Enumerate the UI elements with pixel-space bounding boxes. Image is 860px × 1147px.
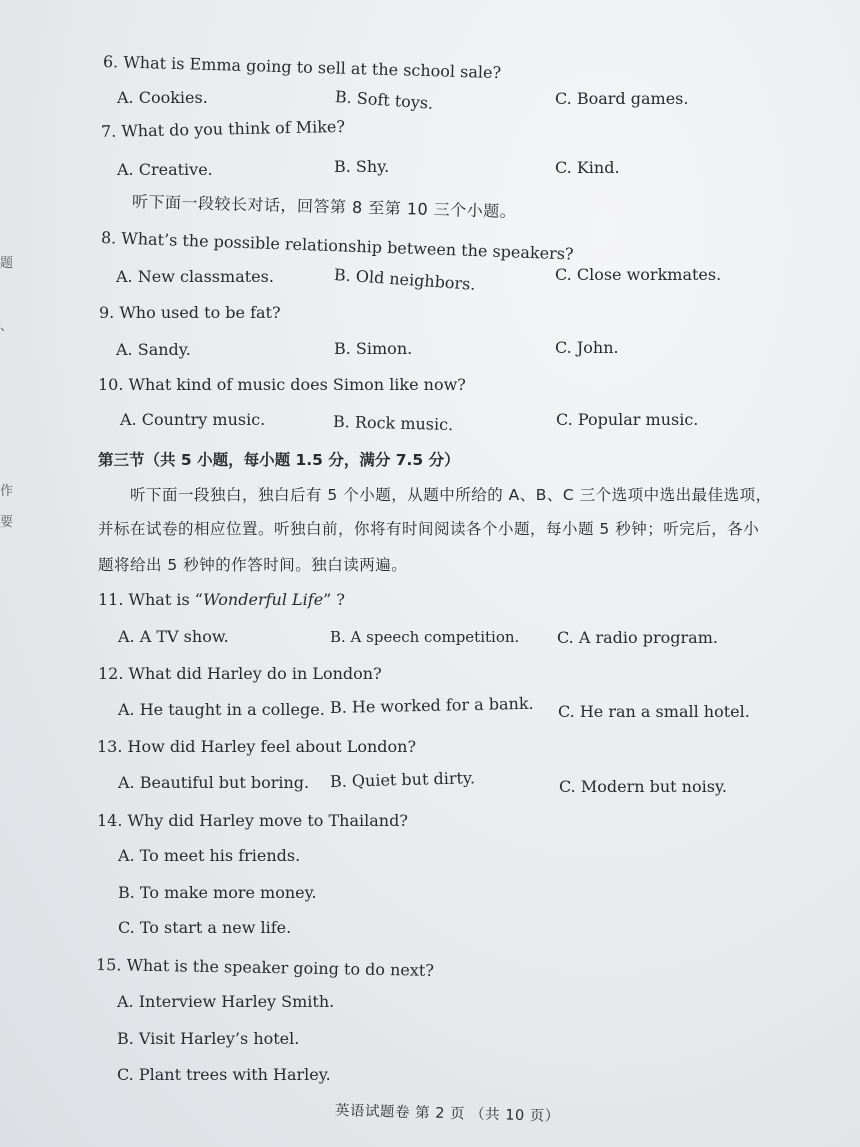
question-7-stem: 7. What do you think of Mike? (100, 116, 346, 141)
question-10-stem: 10. What kind of music does Simon like now? (98, 375, 466, 394)
section-3-instruction-line-2: 并标在试卷的相应位置。听独白前，你将有时间阅读各个小题，每小题 5 秒钟；听完后，各小 (98, 520, 760, 538)
question-12-option-c: C. He ran a small hotel. (558, 702, 750, 721)
dialog-instruction: 听下面一段较长对话，回答第 8 至第 10 三个小题。 (131, 192, 517, 222)
question-12-option-b: B. He worked for a bank. (329, 693, 534, 717)
question-8-option-b: B. Old neighbors. (333, 265, 477, 294)
question-6-option-b: B. Soft toys. (334, 87, 434, 113)
question-11-stem-prefix: 11. What is “ (98, 590, 203, 609)
page-footer: 英语试题卷 第 2 页 （共 10 页） (334, 1103, 560, 1125)
question-11-option-b: B. A speech competition. (330, 628, 520, 646)
question-7-option-c: C. Kind. (555, 158, 620, 177)
question-11-stem-title: Wonderful Life (202, 590, 324, 609)
question-14-option-c: C. To start a new life. (118, 918, 292, 937)
section-3-heading: 第三节（共 5 小题，每小题 1.5 分，满分 7.5 分） (98, 451, 460, 469)
question-13-option-c: C. Modern but noisy. (559, 777, 727, 796)
question-13-option-a: A. Beautiful but boring. (118, 773, 310, 792)
section-3-instruction-line-3: 题将给出 5 秒钟的作答时间。独白读两遍。 (98, 556, 408, 574)
question-15-stem: 15. What is the speaker going to do next? (95, 955, 435, 980)
question-10-option-b: B. Rock music. (332, 412, 454, 435)
question-9-option-b: B. Simon. (334, 339, 413, 358)
question-10-option-a: A. Country music. (120, 410, 266, 429)
question-8-option-a: A. New classmates. (116, 267, 274, 286)
edge-mark: 题 (0, 256, 14, 271)
question-7-option-b: B. Shy. (334, 157, 390, 176)
question-15-option-c: C. Plant trees with Harley. (117, 1065, 331, 1084)
question-9-stem: 9. Who used to be fat? (99, 303, 281, 322)
edge-mark: 作 (0, 484, 14, 499)
question-11-stem-suffix: ” ? (323, 590, 345, 609)
question-14-option-a: A. To meet his friends. (118, 846, 301, 865)
edge-mark: 、 (0, 319, 14, 334)
question-14-option-b: B. To make more money. (118, 883, 317, 902)
edge-mark: 要 (0, 515, 14, 530)
question-14-stem: 14. Why did Harley move to Thailand? (97, 811, 408, 830)
question-13-option-b: B. Quiet but dirty. (329, 768, 476, 791)
question-13-stem: 13. How did Harley feel about London? (97, 737, 417, 756)
question-11-option-c: C. A radio program. (557, 628, 718, 647)
question-12-option-a: A. He taught in a college. (118, 700, 325, 719)
question-15-option-b: B. Visit Harley’s hotel. (117, 1029, 300, 1048)
question-6-option-c: C. Board games. (555, 89, 689, 108)
question-7-option-a: A. Creative. (117, 160, 213, 179)
question-9-option-c: C. John. (555, 338, 619, 357)
question-11-stem (98, 590, 345, 610)
question-9-option-a: A. Sandy. (116, 340, 191, 359)
question-10-option-c: C. Popular music. (556, 410, 699, 429)
question-15-option-a: A. Interview Harley Smith. (117, 992, 335, 1011)
question-12-stem: 12. What did Harley do in London? (98, 664, 382, 683)
question-8-option-c: C. Close workmates. (555, 265, 722, 284)
section-3-instruction-line-1: 听下面一段独白，独白后有 5 个小题，从题中所给的 A、B、C 三个选项中选出最佳选项， (130, 486, 772, 504)
question-6-option-a: A. Cookies. (117, 88, 208, 107)
question-11-option-a: A. A TV show. (118, 627, 229, 646)
question-6-stem: 6. What is Emma going to sell at the school sale? (102, 52, 502, 83)
question-8-stem: 8. What’s the possible relationship between the speakers? (100, 228, 574, 264)
